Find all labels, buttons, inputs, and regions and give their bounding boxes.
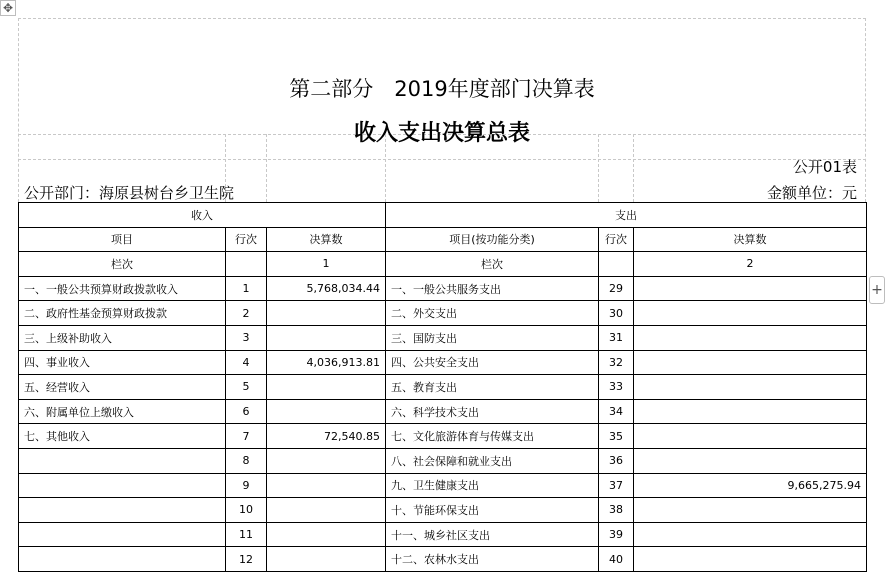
income-line-cell[interactable]: 3 <box>226 325 267 350</box>
unit-label: 金额单位：元 <box>766 184 857 202</box>
table-row <box>19 424 867 449</box>
expense-line-cell[interactable]: 34 <box>599 399 634 424</box>
table-row <box>19 522 867 547</box>
expense-line-cell[interactable]: 29 <box>599 276 634 301</box>
spreadsheet-area <box>18 18 866 583</box>
table-row <box>19 325 867 350</box>
add-column-icon[interactable]: + <box>869 276 885 304</box>
column-label-cell[interactable]: 栏次 <box>19 252 226 277</box>
expense-item-cell[interactable]: 六、科学技术支出 <box>386 399 599 424</box>
income-amount-cell[interactable] <box>267 498 386 523</box>
expense-item-cell[interactable]: 八、社会保障和就业支出 <box>386 448 599 473</box>
expense-amount-cell[interactable] <box>634 276 867 301</box>
section-header-row <box>19 203 867 228</box>
income-expense-table <box>18 202 867 572</box>
expense-line-cell[interactable]: 31 <box>599 325 634 350</box>
income-item-cell[interactable]: 五、经营收入 <box>19 375 226 400</box>
expense-line-cell[interactable]: 40 <box>599 547 634 572</box>
table-row <box>19 301 867 326</box>
gridline <box>18 18 19 202</box>
income-item-cell[interactable] <box>19 522 226 547</box>
expense-item-cell[interactable]: 十、节能环保支出 <box>386 498 599 523</box>
table-move-handle-icon[interactable]: ✥ <box>0 0 16 16</box>
income-item-cell[interactable] <box>19 448 226 473</box>
gridline <box>18 159 866 160</box>
expense-line-cell[interactable]: 30 <box>599 301 634 326</box>
table-row <box>19 448 867 473</box>
income-item-cell[interactable] <box>19 473 226 498</box>
expense-item-cell[interactable]: 十一、城乡社区支出 <box>386 522 599 547</box>
expense-line-header[interactable]: 行次 <box>599 227 634 252</box>
expense-item-cell[interactable]: 四、公共安全支出 <box>386 350 599 375</box>
income-line-header[interactable]: 行次 <box>226 227 267 252</box>
income-amount-cell[interactable]: 5,768,034.44 <box>267 276 386 301</box>
expense-amount-cell[interactable] <box>634 448 867 473</box>
income-column-number[interactable]: 1 <box>267 252 386 277</box>
income-header[interactable]: 收入 <box>19 203 386 228</box>
income-amount-cell[interactable]: 72,540.85 <box>267 424 386 449</box>
table-title: 收入支出决算总表 <box>353 121 530 146</box>
column-number-row <box>19 252 867 277</box>
expense-line-cell[interactable]: 39 <box>599 522 634 547</box>
expense-header[interactable]: 支出 <box>386 203 867 228</box>
income-item-cell[interactable]: 四、事业收入 <box>19 350 226 375</box>
table-row <box>19 473 867 498</box>
expense-amount-cell[interactable] <box>634 325 867 350</box>
income-item-cell[interactable]: 二、政府性基金预算财政拨款 <box>19 301 226 326</box>
expense-amount-cell[interactable] <box>634 498 867 523</box>
income-item-cell[interactable]: 七、其他收入 <box>19 424 226 449</box>
expense-item-cell[interactable]: 七、文化旅游体育与传媒支出 <box>386 424 599 449</box>
income-line-cell[interactable]: 5 <box>226 375 267 400</box>
income-line-cell[interactable]: 7 <box>226 424 267 449</box>
table-row <box>19 498 867 523</box>
expense-amount-cell[interactable] <box>634 350 867 375</box>
expense-item-cell[interactable]: 五、教育支出 <box>386 375 599 400</box>
income-item-cell[interactable] <box>19 547 226 572</box>
income-item-cell[interactable]: 六、附属单位上缴收入 <box>19 399 226 424</box>
empty-cell[interactable] <box>599 252 634 277</box>
table-row <box>19 399 867 424</box>
column-header-row <box>19 227 867 252</box>
expense-item-header[interactable]: 项目(按功能分类) <box>386 227 599 252</box>
expense-amount-cell[interactable] <box>634 301 867 326</box>
expense-line-cell[interactable]: 33 <box>599 375 634 400</box>
expense-line-cell[interactable]: 35 <box>599 424 634 449</box>
expense-amount-header[interactable]: 决算数 <box>634 227 867 252</box>
expense-amount-cell[interactable] <box>634 547 867 572</box>
expense-column-number[interactable]: 2 <box>634 252 867 277</box>
income-amount-cell[interactable] <box>267 375 386 400</box>
expense-line-cell[interactable]: 32 <box>599 350 634 375</box>
expense-line-cell[interactable]: 36 <box>599 448 634 473</box>
table-row <box>19 276 867 301</box>
income-item-header[interactable]: 项目 <box>19 227 226 252</box>
expense-amount-cell[interactable]: 9,665,275.94 <box>634 473 867 498</box>
income-line-cell[interactable]: 2 <box>226 301 267 326</box>
expense-item-cell[interactable]: 二、外交支出 <box>386 301 599 326</box>
form-number: 公开01表 <box>792 158 857 176</box>
income-line-cell[interactable]: 8 <box>226 448 267 473</box>
expense-amount-cell[interactable] <box>634 375 867 400</box>
income-line-cell[interactable]: 11 <box>226 522 267 547</box>
income-item-cell[interactable]: 一、一般公共预算财政拨款收入 <box>19 276 226 301</box>
expense-item-cell[interactable]: 三、国防支出 <box>386 325 599 350</box>
income-amount-header[interactable]: 决算数 <box>267 227 386 252</box>
empty-cell[interactable] <box>226 252 267 277</box>
income-item-cell[interactable]: 三、上级补助收入 <box>19 325 226 350</box>
income-line-cell[interactable]: 9 <box>226 473 267 498</box>
department-label: 公开部门：海原县树台乡卫生院 <box>24 184 235 202</box>
income-amount-cell[interactable] <box>267 473 386 498</box>
expense-amount-cell[interactable] <box>634 424 867 449</box>
table-row <box>19 375 867 400</box>
expense-item-cell[interactable]: 九、卫生健康支出 <box>386 473 599 498</box>
table-row <box>19 350 867 375</box>
expense-line-cell[interactable]: 37 <box>599 473 634 498</box>
expense-amount-cell[interactable] <box>634 399 867 424</box>
expense-item-cell[interactable]: 十二、农林水支出 <box>386 547 599 572</box>
income-line-cell[interactable]: 4 <box>226 350 267 375</box>
document-title: 第二部分 2019年度部门决算表 <box>289 77 595 101</box>
income-amount-cell[interactable] <box>267 448 386 473</box>
income-item-cell[interactable] <box>19 498 226 523</box>
income-amount-cell[interactable] <box>267 522 386 547</box>
income-amount-cell[interactable] <box>267 399 386 424</box>
income-line-cell[interactable]: 1 <box>226 276 267 301</box>
gridline <box>18 18 866 19</box>
income-line-cell[interactable]: 12 <box>226 547 267 572</box>
income-amount-cell[interactable] <box>267 547 386 572</box>
expense-line-cell[interactable]: 38 <box>599 498 634 523</box>
income-amount-cell[interactable] <box>267 325 386 350</box>
income-line-cell[interactable]: 6 <box>226 399 267 424</box>
expense-item-cell[interactable]: 一、一般公共服务支出 <box>386 276 599 301</box>
expense-amount-cell[interactable] <box>634 522 867 547</box>
table-row <box>19 547 867 572</box>
income-amount-cell[interactable] <box>267 301 386 326</box>
income-line-cell[interactable]: 10 <box>226 498 267 523</box>
gridline <box>865 18 866 202</box>
expense-column-label-cell[interactable]: 栏次 <box>386 252 599 277</box>
income-amount-cell[interactable]: 4,036,913.81 <box>267 350 386 375</box>
